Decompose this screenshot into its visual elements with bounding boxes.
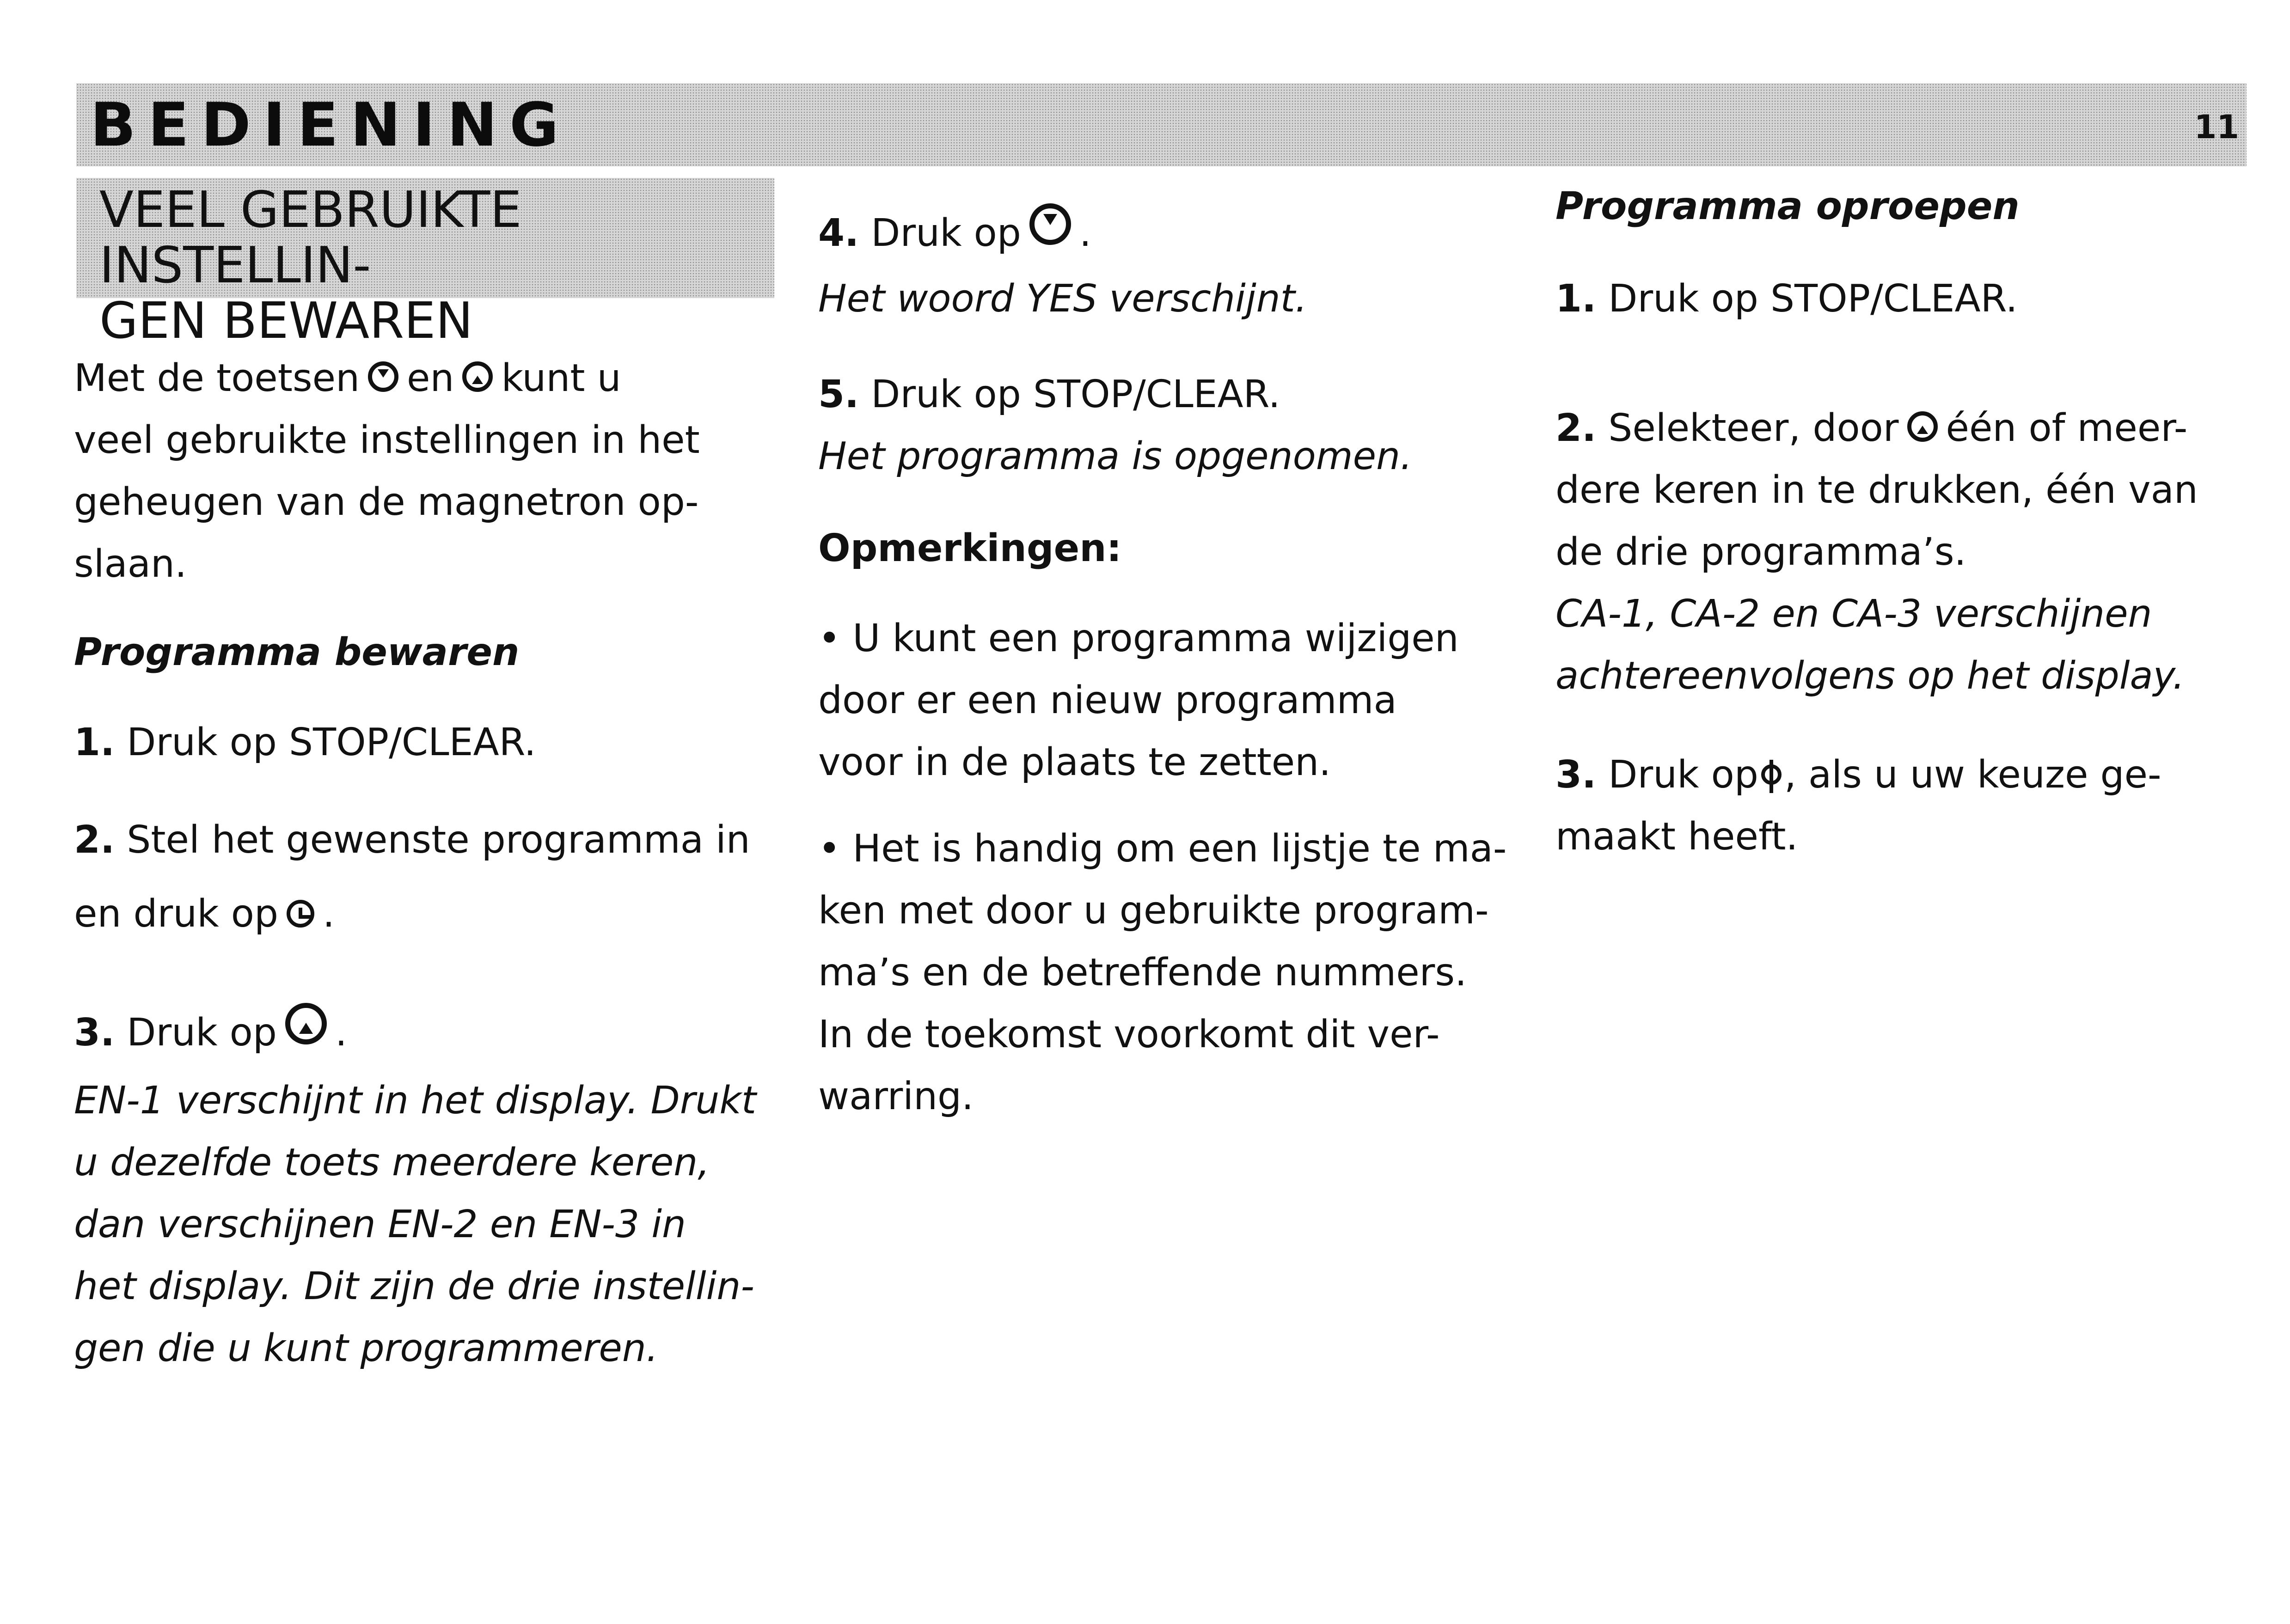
step-note: EN-1 verschijnt in het display. Drukt bbox=[74, 1079, 757, 1123]
step-text: de drie programma’s. bbox=[1555, 530, 1966, 574]
remark-text: • Het is handig om een lijstje te ma- bbox=[818, 827, 1507, 871]
remark-text: ma’s en de betreffende nummers. bbox=[818, 951, 1467, 995]
step-1 bbox=[1555, 268, 2258, 330]
step-note: u dezelfde toets meerdere keren, bbox=[74, 1141, 710, 1184]
step-text: maakt heeft. bbox=[1555, 815, 1798, 859]
remark-text: ken met door u gebruikte program- bbox=[818, 889, 1489, 933]
page-number: 11 bbox=[2194, 108, 2239, 146]
intro-text: kunt u bbox=[501, 356, 621, 400]
step-text: Selekteer, door bbox=[1608, 406, 1899, 450]
remark-2 bbox=[818, 818, 1539, 1128]
intro-text: Met de toetsen bbox=[74, 356, 360, 400]
subheading-line: VEEL GEBRUIKTE INSTELLIN- bbox=[99, 181, 522, 294]
step-4 bbox=[818, 199, 1539, 330]
step-text: . bbox=[323, 892, 335, 936]
down-dial-icon bbox=[368, 361, 398, 392]
remark-text: warring. bbox=[818, 1075, 974, 1118]
step-1 bbox=[74, 712, 777, 774]
section-title: BEDIENING bbox=[90, 90, 571, 160]
remark-1 bbox=[818, 608, 1539, 794]
step-number: 5. bbox=[818, 372, 859, 416]
step-note: Het woord YES verschijnt. bbox=[818, 277, 1307, 321]
step-number: 2. bbox=[74, 818, 115, 862]
subheading-line: GEN BEWAREN bbox=[99, 292, 473, 350]
intro-paragraph bbox=[74, 348, 777, 595]
heading-save-program: Programma bewaren bbox=[74, 630, 520, 674]
step-5 bbox=[818, 364, 1539, 488]
remarks-heading: Opmerkingen: bbox=[818, 526, 1122, 570]
step-2 bbox=[74, 803, 777, 951]
step-text: Druk op bbox=[127, 1011, 277, 1055]
step-text: Druk op bbox=[1608, 753, 1758, 797]
step-3 bbox=[74, 996, 777, 1380]
step-note: CA-1, CA-2 en CA-3 verschijnen bbox=[1555, 592, 2152, 636]
intro-text: geheugen van de magnetron op- bbox=[74, 480, 699, 524]
subheading bbox=[99, 183, 774, 349]
step-text: Druk op STOP/CLEAR. bbox=[871, 372, 1280, 416]
step-note: Het programma is opgenomen. bbox=[818, 434, 1413, 478]
step-text: Druk op STOP/CLEAR. bbox=[1608, 277, 2018, 321]
start-button-icon bbox=[1761, 764, 1782, 785]
step-number: 3. bbox=[74, 1011, 115, 1055]
step-note: gen die u kunt programmeren. bbox=[74, 1326, 658, 1370]
timer-dial-icon bbox=[287, 900, 314, 928]
step-2 bbox=[1555, 397, 2258, 707]
step-number: 1. bbox=[74, 720, 115, 764]
step-text: Druk op bbox=[871, 211, 1021, 255]
remark-text: door er een nieuw programma bbox=[818, 678, 1397, 722]
intro-text: slaan. bbox=[74, 542, 187, 586]
step-text: . bbox=[1079, 211, 1091, 255]
heading-recall-program: Programma oproepen bbox=[1555, 184, 2020, 228]
step-text: dere keren in te drukken, één van bbox=[1555, 468, 2198, 512]
step-text: Stel het gewenste programma in bbox=[127, 818, 750, 862]
up-dial-icon bbox=[462, 361, 493, 392]
remark-text: voor in de plaats te zetten. bbox=[818, 740, 1331, 784]
intro-text: en bbox=[407, 356, 454, 400]
step-number: 3. bbox=[1555, 753, 1597, 797]
up-dial-icon bbox=[285, 1003, 327, 1044]
step-text: Druk op STOP/CLEAR. bbox=[127, 720, 536, 764]
step-note: achtereenvolgens op het display. bbox=[1555, 654, 2185, 698]
remark-text: In de toekomst voorkomt dit ver- bbox=[818, 1013, 1440, 1056]
step-3 bbox=[1555, 744, 2258, 868]
intro-text: veel gebruikte instellingen in het bbox=[74, 418, 700, 462]
step-number: 2. bbox=[1555, 406, 1597, 450]
step-note: het display. Dit zijn de drie instellin- bbox=[74, 1264, 754, 1308]
step-text: , als u uw keuze ge- bbox=[1784, 753, 2161, 797]
up-dial-icon bbox=[1907, 411, 1938, 442]
step-number: 4. bbox=[818, 211, 859, 255]
step-number: 1. bbox=[1555, 277, 1597, 321]
step-note: dan verschijnen EN-2 en EN-3 in bbox=[74, 1203, 686, 1246]
step-text: en druk op bbox=[74, 892, 278, 936]
step-text: één of meer- bbox=[1946, 406, 2188, 450]
step-text: . bbox=[335, 1011, 347, 1055]
down-dial-icon bbox=[1029, 203, 1071, 245]
remark-text: • U kunt een programma wijzigen bbox=[818, 617, 1459, 660]
